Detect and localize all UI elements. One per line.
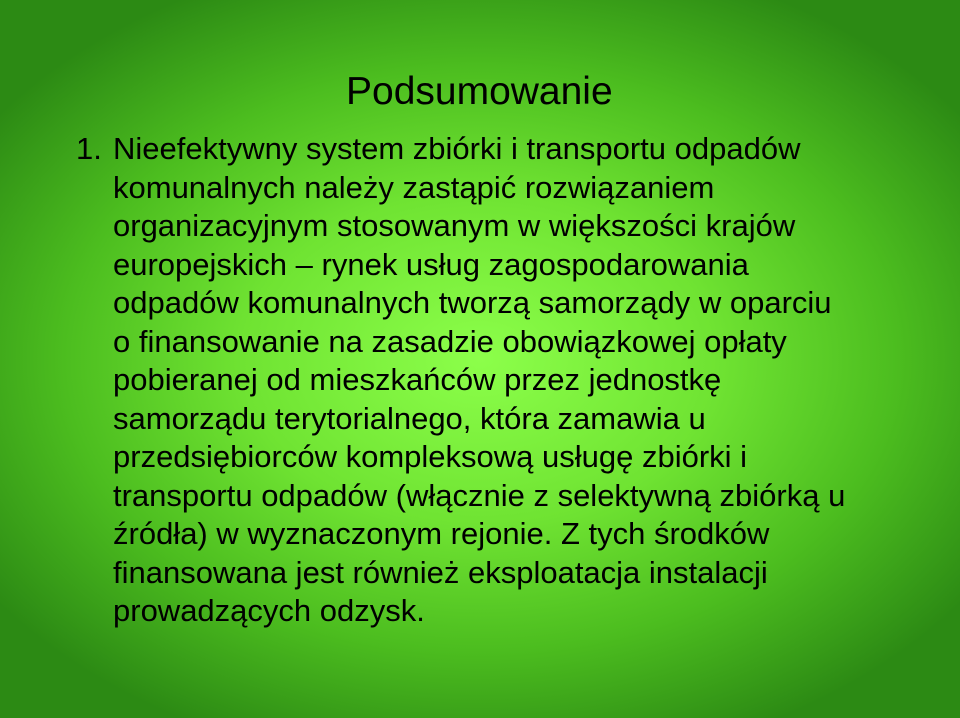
text-line: o finansowanie na zasadzie obowiązkowej opłaty xyxy=(113,323,787,359)
text-line: europejskich – rynek usług zagospodarowania xyxy=(113,246,749,282)
text-line: samorządu terytorialnego, która zamawia u xyxy=(113,400,706,436)
text-line: prowadzących odzysk. xyxy=(113,593,425,628)
text-line: komunalnych należy zastąpić rozwiązaniem xyxy=(113,169,715,205)
text-line: przedsiębiorców kompleksową usługę zbiórki i xyxy=(113,439,748,474)
text-line: odpadów komunalnych tworzą samorządy w oparciu xyxy=(113,285,832,320)
slide-title: Podsumowanie xyxy=(346,70,613,113)
item-number: 1. xyxy=(76,131,102,166)
text-line: pobieranej od mieszkańców przez jednostkę xyxy=(113,362,722,397)
text-line: źródła) w wyznaczonym rejonie. Z tych środków xyxy=(113,516,770,551)
text-line: finansowana jest również eksploatacja instalacji xyxy=(113,554,768,590)
text-line: organizacyjnym stosowanym w większości krajów xyxy=(113,208,796,243)
text-line: Nieefektywny system zbiórki i transportu odpadów xyxy=(113,131,801,166)
item-text xyxy=(113,130,845,631)
text-line: transportu odpadów (włącznie z selektywną zbiórką u xyxy=(113,477,846,513)
